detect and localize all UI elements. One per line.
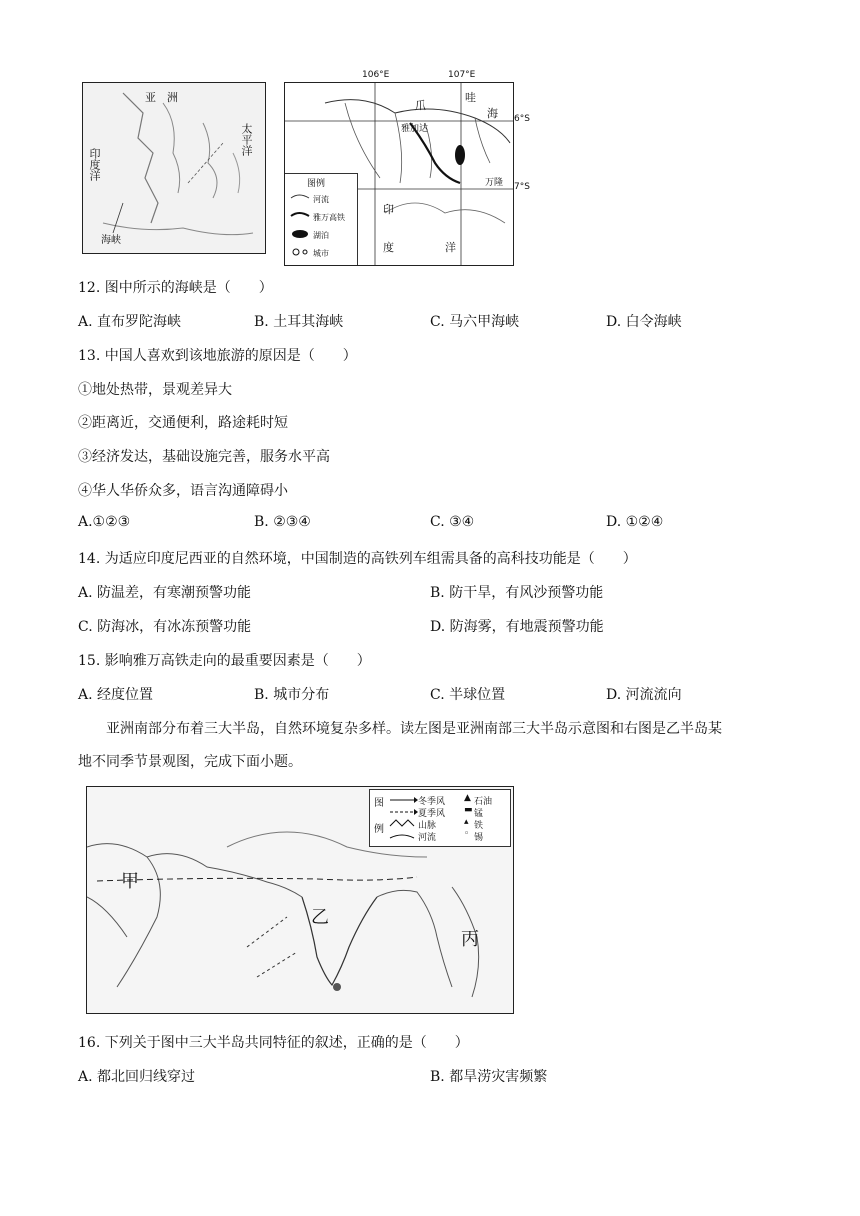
lat-7s-label: 7°S bbox=[514, 182, 530, 192]
iron-icon: ▴ bbox=[464, 817, 469, 827]
ocean-char-3: 洋 bbox=[445, 241, 456, 254]
q13-option-a[interactable]: A.①②③ bbox=[78, 514, 131, 530]
q16-stem: 16. 下列关于图中三大半岛共同特征的叙述，正确的是（ ） bbox=[78, 1035, 469, 1051]
legend-manganese: 锰 bbox=[474, 809, 484, 819]
q14-stem: 14. 为适应印度尼西亚的自然环境，中国制造的高铁列车组需具备的高科技功能是（ ） bbox=[78, 551, 637, 567]
legend-lake: 湖泊 bbox=[313, 231, 329, 240]
manganese-icon: ▬ bbox=[464, 805, 473, 815]
sea-char-1: 爪 bbox=[415, 99, 426, 112]
map3-legend bbox=[369, 789, 511, 847]
asia-label: 亚 洲 bbox=[145, 91, 178, 104]
tin-icon: ◦ bbox=[464, 829, 470, 839]
city-bandung-label: 万隆 bbox=[485, 178, 504, 188]
q15-option-a[interactable]: A. 经度位置 bbox=[78, 687, 154, 703]
q12-option-a[interactable]: A. 直布罗陀海峡 bbox=[78, 314, 182, 330]
ocean-char-2: 度 bbox=[383, 241, 394, 254]
q13-statement-2: ②距离近，交通便利，路途耗时短 bbox=[78, 415, 288, 431]
q13-option-d[interactable]: D. ①②④ bbox=[606, 514, 664, 530]
legend-winter-monsoon: 冬季风 bbox=[418, 797, 446, 807]
q15-option-d[interactable]: D. 河流流向 bbox=[606, 687, 682, 703]
q15-option-b[interactable]: B. 城市分布 bbox=[254, 687, 330, 703]
q12-stem: 12. 图中所示的海峡是（ ） bbox=[78, 280, 273, 296]
legend-river: 河流 bbox=[313, 195, 329, 204]
legend-tin: 锡 bbox=[474, 833, 484, 843]
indian-ocean-label: 印度洋 bbox=[88, 148, 101, 181]
peninsula-bing-label: 丙 bbox=[461, 929, 479, 950]
legend-rail: 雅万高铁 bbox=[313, 213, 345, 222]
legend-oil: 石油 bbox=[474, 797, 493, 807]
lon-106-label: 106°E bbox=[362, 70, 390, 80]
q15-option-c[interactable]: C. 半球位置 bbox=[430, 687, 506, 703]
sea-char-3: 海 bbox=[487, 107, 498, 120]
map2-legend bbox=[285, 173, 358, 266]
legend-summer-monsoon: 夏季风 bbox=[418, 809, 446, 819]
lat-6s-label: 6°S bbox=[514, 114, 530, 124]
ocean-char-1: 印 bbox=[383, 203, 394, 216]
strait-label: 海峡 bbox=[101, 235, 121, 246]
peninsula-yi-label: 乙 bbox=[311, 907, 329, 928]
oil-triangle-icon: ▲ bbox=[464, 793, 471, 803]
legend-iron: 铁 bbox=[474, 821, 484, 831]
q14-option-a[interactable]: A. 防温差，有寒潮预警功能 bbox=[78, 585, 252, 601]
q12-option-b[interactable]: B. 土耳其海峡 bbox=[254, 314, 344, 330]
q12-option-c[interactable]: C. 马六甲海峡 bbox=[430, 314, 520, 330]
q13-stem: 13. 中国人喜欢到该地旅游的原因是（ ） bbox=[78, 348, 357, 364]
south-asia-peninsulas-map bbox=[86, 786, 514, 1014]
lon-107-label: 107°E bbox=[448, 70, 476, 80]
southeast-asia-map bbox=[82, 82, 266, 254]
q14-option-d[interactable]: D. 防海雾，有地震预警功能 bbox=[430, 619, 604, 635]
q16-option-a[interactable]: A. 都北回归线穿过 bbox=[78, 1069, 196, 1085]
legend-river: 河流 bbox=[418, 833, 437, 843]
pacific-label: 太平洋 bbox=[240, 123, 253, 156]
city-jakarta-label: 雅加达 bbox=[401, 124, 429, 134]
q16-option-b[interactable]: B. 都旱涝灾害频繁 bbox=[430, 1069, 548, 1085]
q13-statement-1: ①地处热带，景观差异大 bbox=[78, 382, 232, 398]
passage-line-2: 地不同季节景观图，完成下面小题。 bbox=[78, 754, 302, 770]
q14-option-c[interactable]: C. 防海冰，有冰冻预警功能 bbox=[78, 619, 252, 635]
q13-statement-3: ③经济发达，基础设施完善，服务水平高 bbox=[78, 449, 330, 465]
q13-option-c[interactable]: C. ③④ bbox=[430, 514, 475, 530]
q13-option-b[interactable]: B. ②③④ bbox=[254, 514, 311, 530]
legend-city: 城市 bbox=[313, 249, 329, 258]
legend-title-2: 例 bbox=[374, 824, 384, 835]
q14-option-b[interactable]: B. 防干旱，有风沙预警功能 bbox=[430, 585, 604, 601]
sea-char-2: 哇 bbox=[465, 91, 476, 104]
q13-statement-4: ④华人华侨众多，语言沟通障碍小 bbox=[78, 483, 288, 499]
java-rail-map bbox=[284, 82, 514, 266]
q15-stem: 15. 影响雅万高铁走向的最重要因素是（ ） bbox=[78, 653, 371, 669]
q12-option-d[interactable]: D. 白令海峡 bbox=[606, 314, 682, 330]
legend-mountain: 山脉 bbox=[418, 821, 437, 831]
peninsula-jia-label: 甲 bbox=[121, 871, 139, 892]
legend-title-1: 图 bbox=[374, 798, 384, 809]
passage-line-1: 亚洲南部分布着三大半岛，自然环境复杂多样。读左图是亚洲南部三大半岛示意图和右图是乙半岛某 bbox=[106, 721, 722, 737]
legend-title: 图例 bbox=[307, 179, 326, 189]
